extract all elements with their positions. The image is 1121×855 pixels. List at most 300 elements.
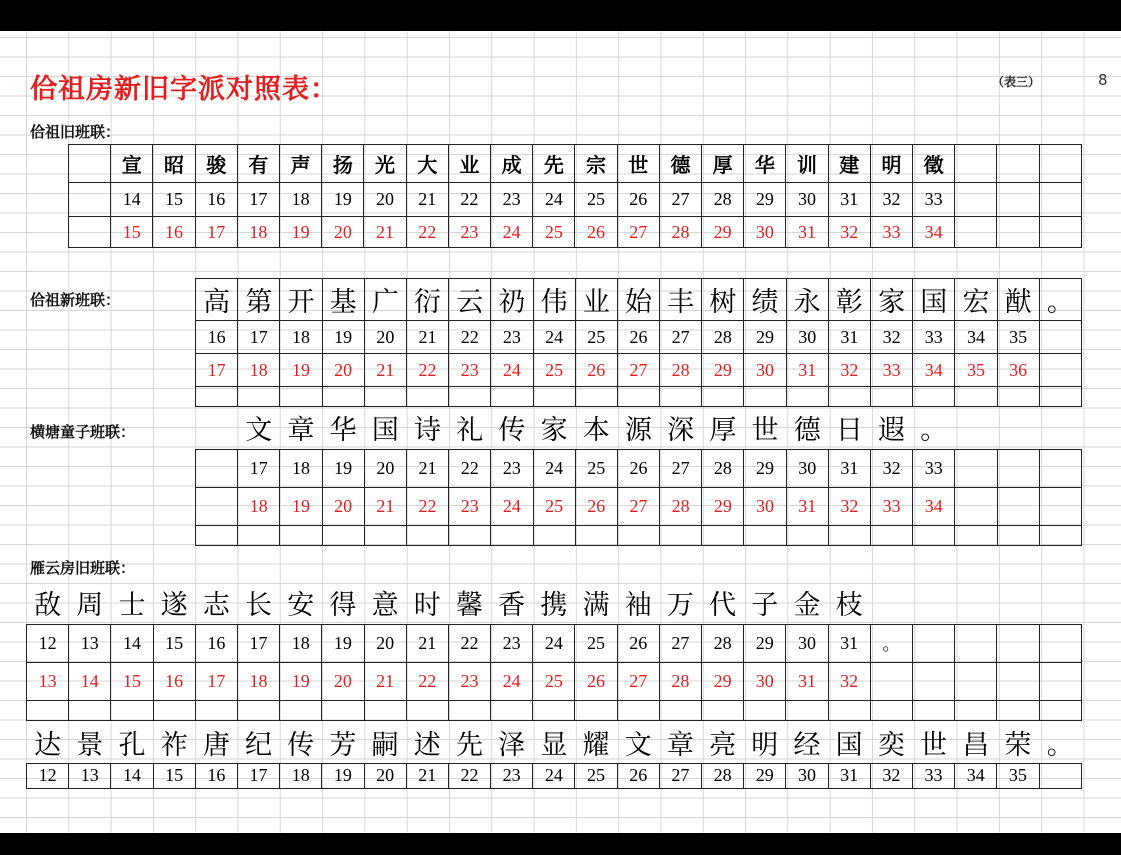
empty-cell [1039,582,1082,624]
table-cell: 19 [322,763,364,788]
table-cell: 31 [828,449,870,487]
table-cell: 明 [751,730,779,762]
table-cell: 18 [237,217,279,248]
table-cell: 彰 [828,279,870,321]
table-cell: 25 [533,662,575,700]
empty-cell [1039,354,1081,387]
table-cell: 27 [660,449,702,487]
table-cell: 24 [491,217,533,248]
empty-cell [533,700,575,720]
table-cell: 周 [76,590,104,622]
table-cell: 30 [786,321,828,354]
table-cell: 家 [540,415,568,447]
table-cell: 19 [322,321,364,354]
table-cell: 国 [371,415,399,447]
table-cell: 15 [111,217,153,248]
table-cell: 23 [448,217,490,248]
table-cell: 31 [828,183,870,217]
spreadsheet-page [0,31,1121,833]
hengtang-reds-row [196,487,1082,525]
table-cell: 29 [744,449,786,487]
old-gezu-reds-row [69,217,1082,248]
table-cell: 30 [744,487,786,525]
table-cell: 29 [702,662,744,700]
table-cell: 意 [371,590,399,622]
table-cell: 昌 [962,730,990,762]
table-cell: 16 [153,662,195,700]
empty-cell [702,525,744,545]
yanyun-new-table [26,723,1082,789]
table-cell: 业 [575,279,617,321]
table-cell: 。 [920,415,948,447]
table-cell: 25 [575,183,617,217]
page-title: 佮祖房新旧字派对照表： [30,74,338,105]
empty-cell [449,525,491,545]
table-cell: 满 [582,590,610,622]
table-cell: 遐 [878,415,906,447]
table-cell: 19 [280,662,322,700]
hengtang-table [195,407,1082,546]
table-cell: 27 [617,217,659,248]
empty-cell [280,700,322,720]
table-cell: 28 [660,487,702,525]
table-cell: 18 [280,449,322,487]
table-cell: 20 [322,662,364,700]
empty-cell [1039,217,1081,248]
table-cell: 厚 [702,145,744,183]
table-cell: 29 [744,763,786,788]
table-cell: 14 [69,662,111,700]
table-cell: 24 [533,183,575,217]
table-cell: 20 [322,354,364,387]
table-cell: 17 [195,662,237,700]
empty-cell [997,582,1039,624]
table-cell: 25 [575,449,617,487]
table-cell: 21 [406,321,448,354]
table-cell: 29 [744,183,786,217]
empty-cell [659,700,701,720]
table-cell: 25 [575,763,617,788]
table-cell: 22 [449,449,491,487]
empty-cell [870,662,912,700]
table-cell: 33 [912,763,954,788]
empty-cell [196,407,238,449]
table-cell: 基 [322,279,364,321]
empty-cell [997,387,1039,407]
table-cell: 28 [702,763,744,788]
empty-cell [322,387,364,407]
table-cell: 26 [575,662,617,700]
empty-cell [955,700,997,720]
table-cell: 31 [828,763,870,788]
table-cell: 21 [364,487,406,525]
empty-cell [913,525,955,545]
table-cell: 19 [280,354,322,387]
table-cell: 22 [448,763,490,788]
table-cell: 34 [913,354,955,387]
table-cell: 14 [111,183,153,217]
table-cell: 18 [237,662,279,700]
table-cell: 传 [498,415,526,447]
empty-cell [955,624,997,662]
table-cell: 业 [448,145,490,183]
table-cell: 17 [237,183,279,217]
table-cell: 源 [624,415,652,447]
empty-cell [69,183,111,217]
table-cell: 15 [153,763,195,788]
empty-cell [660,387,702,407]
table-cell: 传 [287,730,315,762]
empty-cell [744,525,786,545]
table-cell: 厚 [709,415,737,447]
empty-cell [322,525,364,545]
table-cell: 19 [322,624,364,662]
table-cell: 28 [702,183,744,217]
empty-cell [955,662,997,700]
empty-cell [913,387,955,407]
table-cell: 世 [617,145,659,183]
table-cell: 13 [69,624,111,662]
yanyun-new-chars-row [27,723,1082,763]
empty-cell [448,700,490,720]
empty-cell [617,700,659,720]
table-cell: 22 [406,487,448,525]
table-cell: 扬 [322,145,364,183]
empty-cell [491,525,533,545]
table-cell: 20 [364,624,406,662]
empty-cell [744,387,786,407]
table-cell: 家 [871,279,913,321]
table-cell: 纪 [245,730,273,762]
table-cell: 24 [491,354,533,387]
page-number: 8 [1098,71,1108,89]
table-cell: 显 [540,730,568,762]
table-cell: 17 [237,763,279,788]
table-cell: 唐 [202,730,230,762]
table-cell: 。 [870,624,912,662]
table-cell: 32 [871,321,913,354]
empty-cell [912,624,954,662]
empty-cell [1039,525,1081,545]
table-cell: 16 [195,624,237,662]
table-cell: 28 [659,217,701,248]
empty-cell [912,582,954,624]
table-cell: 30 [744,662,786,700]
table-cell: 26 [575,354,617,387]
table-cell: 馨 [455,590,483,622]
table-cell: 袖 [624,590,652,622]
table-cell: 深 [667,415,695,447]
empty-cell [1039,407,1081,449]
empty-cell [238,387,280,407]
table-cell: 19 [280,487,322,525]
table-cell: 17 [195,217,237,248]
empty-cell [786,700,828,720]
table-cell: 33 [913,183,955,217]
table-cell: 21 [364,662,406,700]
empty-cell [1039,183,1081,217]
table-cell: 12 [27,624,69,662]
table-cell: 25 [575,321,617,354]
table-cell: 29 [744,321,786,354]
empty-cell [280,525,322,545]
table-cell: 17 [238,449,280,487]
table-cell: 30 [786,624,828,662]
section-label-old-gezu: 佮祖旧班联： [30,123,121,141]
empty-cell [870,582,912,624]
empty-cell [238,525,280,545]
table-cell: 本 [582,415,610,447]
table-cell: 述 [413,730,441,762]
old-gezu-chars-row [69,145,1082,183]
section-label-yanyun-old: 雁云房旧班联： [30,559,136,577]
table-cell: 12 [27,763,69,788]
table-cell: 德 [793,415,821,447]
table-cell: 嗣 [371,730,399,762]
empty-cell [955,217,997,248]
table-cell: 20 [322,217,364,248]
table-cell: 。 [1046,730,1074,762]
empty-cell [912,662,954,700]
table-cell: 33 [871,354,913,387]
table-cell: 19 [280,217,322,248]
table-cell: 24 [533,763,575,788]
table-cell: 27 [659,763,701,788]
empty-cell [997,624,1039,662]
table-cell: 携 [540,590,568,622]
empty-cell [196,449,238,487]
empty-cell [69,217,111,248]
empty-cell [828,387,870,407]
empty-cell [280,387,322,407]
yanyun-old-nums-row [27,624,1082,662]
table-cell: 有 [237,145,279,183]
table-cell: 文 [624,730,652,762]
table-cell: 宣 [111,145,153,183]
table-cell: 经 [793,730,821,762]
table-cell: 22 [406,217,448,248]
table-cell: 。 [1039,279,1081,321]
empty-cell [955,582,997,624]
table-cell: 30 [786,449,828,487]
table-cell: 33 [870,217,912,248]
table-cell: 宗 [575,145,617,183]
table-cell: 34 [913,487,955,525]
table-cell: 成 [491,145,533,183]
empty-cell [1039,763,1082,788]
table-cell: 29 [702,217,744,248]
table-cell: 23 [491,449,533,487]
empty-cell [871,525,913,545]
table-cell: 景 [76,730,104,762]
table-cell: 21 [364,354,406,387]
empty-cell [955,407,997,449]
table-cell: 13 [69,763,111,788]
table-cell: 23 [449,487,491,525]
table-cell: 15 [111,662,153,700]
table-cell: 17 [237,624,279,662]
table-cell: 23 [449,354,491,387]
table-cell: 14 [111,624,153,662]
table-cell: 21 [406,183,448,217]
table-cell: 27 [659,183,701,217]
empty-cell [955,449,997,487]
table-cell: 32 [871,449,913,487]
table-cell: 31 [828,321,870,354]
empty-cell [195,700,237,720]
table-cell: 18 [280,183,322,217]
table-cell: 32 [870,183,912,217]
empty-cell [955,387,997,407]
table-cell: 22 [406,662,448,700]
section-label-new-gezu: 佮祖新班联： [30,291,121,309]
table-cell: 30 [744,354,786,387]
table-cell: 22 [448,624,490,662]
table-cell: 25 [533,487,575,525]
table-cell: 国 [835,730,863,762]
empty-cell [406,525,448,545]
table-cell: 28 [660,354,702,387]
table-cell: 24 [491,487,533,525]
table-cell: 云 [449,279,491,321]
table-cell: 高 [196,279,238,321]
table-cell: 永 [786,279,828,321]
table-cell: 18 [280,321,322,354]
empty-cell [364,525,406,545]
empty-cell [617,387,659,407]
table-cell: 得 [329,590,357,622]
table-cell: 大 [406,145,448,183]
empty-cell [997,449,1039,487]
table-cell: 敌 [34,590,62,622]
table-cell: 26 [575,217,617,248]
table-cell: 25 [533,354,575,387]
empty-cell [449,387,491,407]
table-cell: 孔 [118,730,146,762]
empty-cell [533,525,575,545]
table-cell: 广 [364,279,406,321]
table-cell: 22 [406,354,448,387]
empty-cell [406,700,448,720]
table-cell: 24 [533,449,575,487]
empty-cell [237,700,279,720]
empty-cell [997,217,1039,248]
table-cell: 21 [406,449,448,487]
table-cell: 始 [617,279,659,321]
table-cell: 世 [751,415,779,447]
hengtang-blank-row [196,525,1082,545]
yanyun-old-table [26,582,1082,721]
table-cell: 子 [751,590,779,622]
empty-cell [1039,387,1081,407]
table-cell: 华 [744,145,786,183]
table-cell: 32 [828,217,870,248]
table-cell: 奕 [877,730,905,762]
table-cell: 20 [364,183,406,217]
table-cell: 27 [617,354,659,387]
table-cell: 礼 [456,415,484,447]
table-cell: 27 [660,321,702,354]
table-cell: 志 [202,590,230,622]
table-cell: 35 [997,763,1039,788]
table-cell: 先 [533,145,575,183]
empty-cell [997,700,1039,720]
table-cell: 26 [617,449,659,487]
empty-cell [617,525,659,545]
table-cell: 32 [828,354,870,387]
table-cell: 宏 [955,279,997,321]
table-cell: 先 [455,730,483,762]
table-cell: 18 [238,354,280,387]
empty-cell [702,700,744,720]
old-gezu-table [68,144,1082,248]
table-cell: 20 [364,321,406,354]
table-cell: 23 [491,321,533,354]
empty-cell [828,525,870,545]
empty-cell [196,525,238,545]
table-cell: 16 [153,217,195,248]
table-cell: 29 [702,487,744,525]
table-cell: 35 [955,354,997,387]
table-cell: 31 [786,662,828,700]
table-cell: 25 [575,624,617,662]
table-cell: 15 [153,183,195,217]
empty-cell [69,700,111,720]
new-gezu-blank-row [196,387,1082,407]
table-cell: 18 [238,487,280,525]
section-label-hengtang: 横塘童子班联： [30,423,136,441]
table-cell: 礽 [491,279,533,321]
table-cell: 25 [533,217,575,248]
table-cell: 26 [617,321,659,354]
table-cell: 德 [659,145,701,183]
table-cell: 日 [835,415,863,447]
empty-cell [1039,487,1081,525]
table-cell: 枝 [835,590,863,622]
table-cell: 20 [364,449,406,487]
empty-cell [997,525,1039,545]
empty-cell [196,487,238,525]
hengtang-chars-row [196,407,1082,449]
table-cell: 28 [702,624,744,662]
table-cell: 26 [617,624,659,662]
table-cell: 32 [870,763,912,788]
new-gezu-nums-row [196,321,1082,354]
empty-cell [364,387,406,407]
table-cell: 32 [828,487,870,525]
table-cell: 16 [196,321,238,354]
empty-cell [660,525,702,545]
table-cell: 诗 [414,415,442,447]
empty-cell [912,700,954,720]
table-cell: 17 [196,354,238,387]
table-cell: 27 [617,662,659,700]
empty-cell [575,387,617,407]
empty-cell [1039,700,1082,720]
empty-cell [702,387,744,407]
table-cell: 士 [118,590,146,622]
table-cell: 29 [702,354,744,387]
table-cell: 36 [997,354,1039,387]
table-cell: 芳 [329,730,357,762]
table-cell: 19 [322,183,364,217]
table-cell: 安 [287,590,315,622]
empty-cell [533,387,575,407]
table-cell: 33 [913,321,955,354]
empty-cell [871,387,913,407]
table-cell: 34 [955,321,997,354]
empty-cell [1039,662,1082,700]
